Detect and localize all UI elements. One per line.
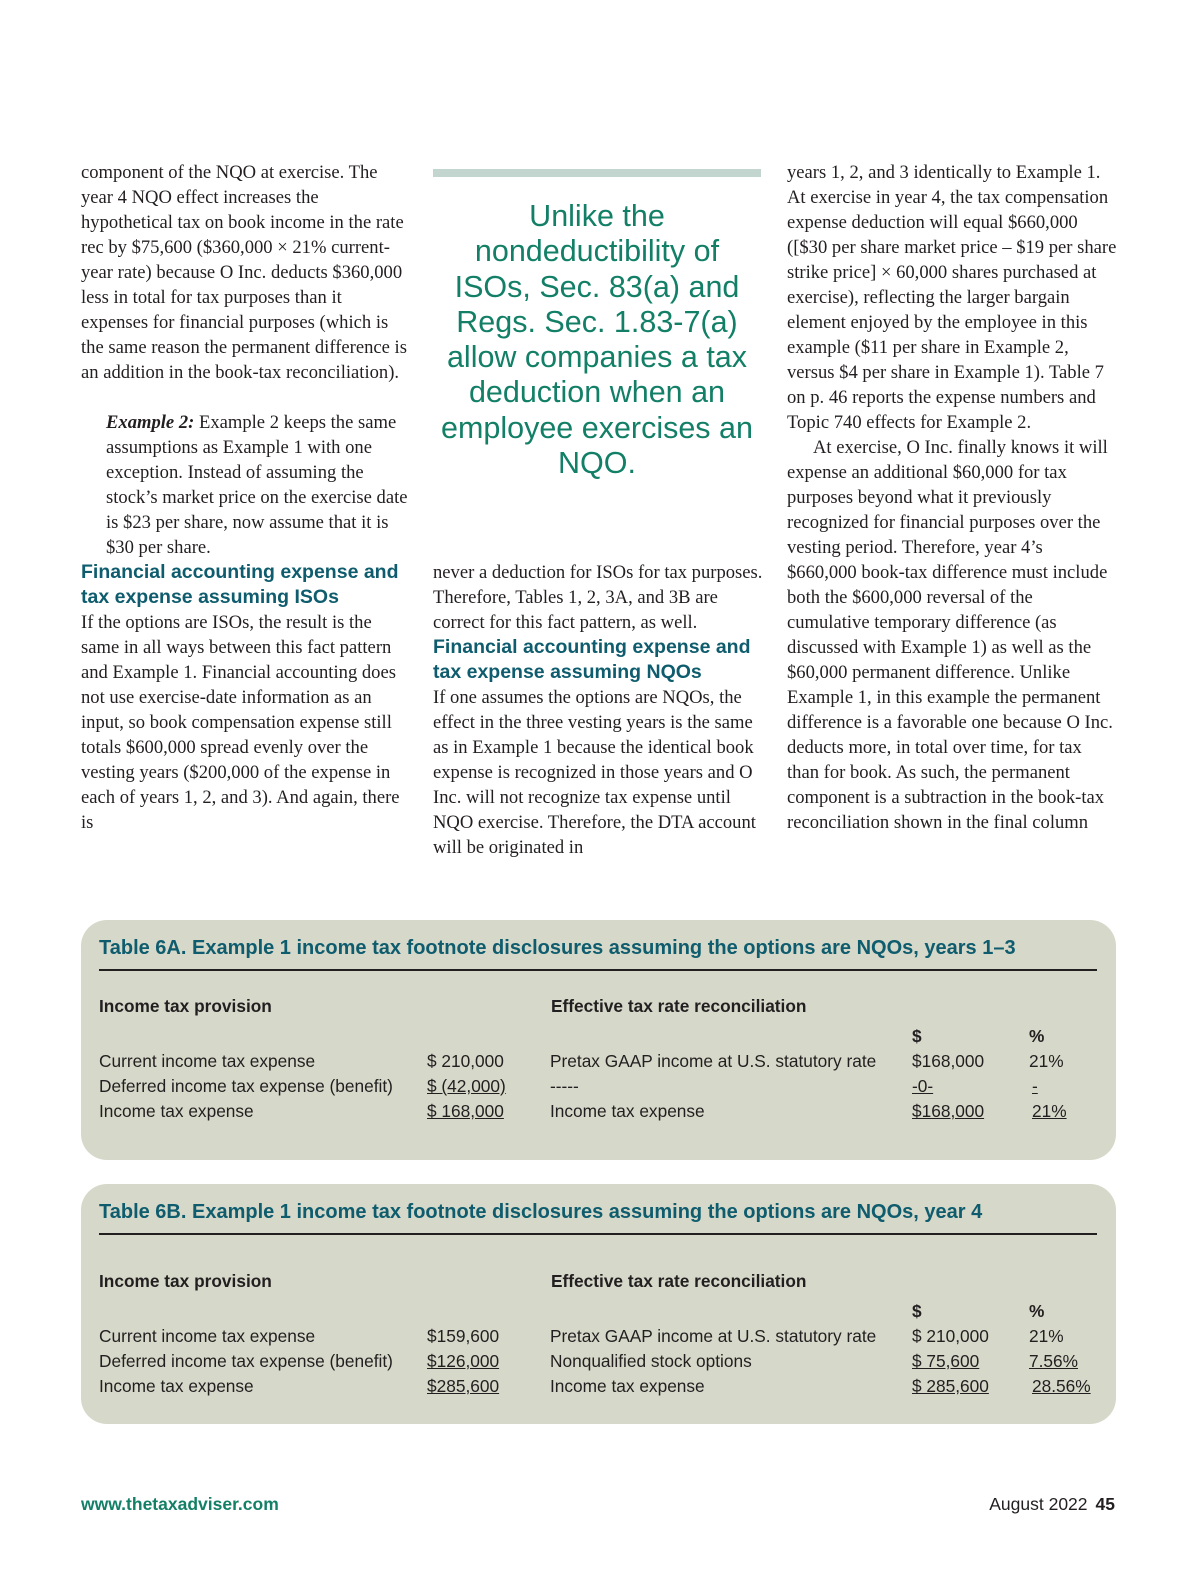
table-6a: [81, 920, 1116, 1160]
table-6b-right-dollar-1: $ 210,000: [912, 1326, 989, 1346]
page-number: 45: [1095, 1494, 1115, 1514]
table-6a-left-value-3: $ 168,000: [427, 1101, 504, 1121]
table-6b-col-pct: %: [1029, 1301, 1045, 1321]
table-6b-right-pct-2: 7.56%: [1029, 1351, 1079, 1371]
table-6a-right-dollar-3: $168,000: [912, 1101, 985, 1121]
table-6b-left-header: Income tax provision: [99, 1271, 272, 1291]
table-6a-right-label-3: Income tax expense: [550, 1101, 705, 1121]
table-6a-left-label-1: Current income tax expense: [99, 1051, 316, 1071]
col1-para-2: If the options are ISOs, the result is the same in all ways between this fact pattern and Example 1. Financial accounting does not use exercise-date information as an input, so book compensation expense still totals $600,000 spread evenly over the vesting years ($200,000 of the expense in each of years 1, 2, and 3). And again, there is: [81, 612, 400, 833]
col3-para-2: At exercise, O Inc. finally knows it will expense an additional $60,000 for tax purposes beyond what it previously recognized for financial purposes over the vesting period. Therefore, year 4’s $660,000 book-tax difference must include both the $600,000 reversal of the cumulative temporary difference (as discussed with Example 1) as well as the $60,000 permanent difference. Unlike Example 1, in this example the permanent difference is a favorable one because O Inc. deducts more, in total over time, for tax than for book. As such, the permanent component is a subtraction in the book-tax reconciliation shown in the final column: [787, 437, 1113, 833]
table-6b-right-label-1: Pretax GAAP income at U.S. statutory rate: [550, 1326, 877, 1346]
table-6a-left-label-3: Income tax expense: [99, 1101, 254, 1121]
table-6a-title: Table 6A. Example 1 income tax footnote disclosures assuming the options are NQOs, years 1–3: [99, 937, 1016, 959]
table-6a-right-dollar-2: -0-: [912, 1076, 934, 1096]
table-6a-right-header: Effective tax rate reconciliation: [551, 996, 807, 1016]
table-6b-col-dollar: $: [912, 1301, 922, 1321]
table-6a-left-value-1: $ 210,000: [427, 1051, 504, 1071]
table-6b-left-value-2: $126,000: [427, 1351, 500, 1371]
table-6a-right-dollar-1: $168,000: [912, 1051, 985, 1071]
table-6a-left-label-2: Deferred income tax expense (benefit): [99, 1076, 393, 1096]
table-6a-right-pct-3: 21%: [1032, 1101, 1067, 1121]
column-1: [81, 160, 413, 835]
table-6a-right-pct-2: -: [1032, 1076, 1038, 1096]
table-6a-right-label-1: Pretax GAAP income at U.S. statutory rate: [550, 1051, 877, 1071]
table-6a-rule: [99, 969, 1097, 971]
table-6b-rule: [99, 1233, 1097, 1235]
column-2: [433, 560, 763, 860]
heading-isos: Financial accounting expense and tax expense assuming ISOs: [81, 561, 399, 608]
example-2-label: Example 2:: [106, 412, 195, 433]
table-6b-right-dollar-3: $ 285,600: [912, 1376, 989, 1396]
column-3: [787, 160, 1117, 835]
footer-website-link[interactable]: www.thetaxadviser.com: [81, 1494, 279, 1514]
heading-nqos: Financial accounting expense and tax expense assuming NQOs: [433, 636, 751, 683]
table-6b-left-value-3: $285,600: [427, 1376, 500, 1396]
table-6a-left-value-2: $ (42,000): [427, 1076, 506, 1096]
example-2-paragraph: [106, 410, 413, 560]
table-6b-left-value-1: $159,600: [427, 1326, 500, 1346]
table-6b-right-header: Effective tax rate reconciliation: [551, 1271, 807, 1291]
col3-para-1: years 1, 2, and 3 identically to Example 1. At exercise in year 4, the tax compensation expense deduction will equal $660,000 ([$30 per share market price – $19 per share strike price] × 60,000 shares purchased at exercise), reflecting the larger bargain element enjoyed by the employee in this example ($11 per share in Example 2, versus $4 per share in Example 1). Table 7 on p. 46 reports the expense numbers and Topic 740 effects for Example 2.: [787, 162, 1117, 433]
table-6b: [81, 1184, 1116, 1424]
col2-para-2: If one assumes the options are NQOs, the effect in the three vesting years is the same as in Example 1 because the identical book expense is recognized in those years and O Inc. will not recognize tax expense until NQO exercise. Therefore, the DTA account will be originated in: [433, 687, 756, 858]
table-6a-left-header: Income tax provision: [99, 996, 272, 1016]
col2-para-1: never a deduction for ISOs for tax purposes. Therefore, Tables 1, 2, 3A, and 3B are correct for this fact pattern, as well.: [433, 562, 763, 633]
table-6b-right-pct-3: 28.56%: [1032, 1376, 1091, 1396]
pull-quote-bar: [433, 169, 761, 177]
col1-para-1: component of the NQO at exercise. The year 4 NQO effect increases the hypothetical tax on book income in the rate rec by $75,600 ($360,000 × 21% current-year rate) because O Inc. deducts $360,000 less in total for tax purposes than it expenses for financial purposes (which is the same reason the permanent difference is an addition in the book-tax reconciliation).: [81, 162, 407, 383]
table-6b-right-pct-1: 21%: [1029, 1326, 1064, 1346]
table-6b-left-label-1: Current income tax expense: [99, 1326, 316, 1346]
table-6b-right-label-2: Nonqualified stock options: [550, 1351, 752, 1371]
table-6b-left-label-3: Income tax expense: [99, 1376, 254, 1396]
footer-date-page: [989, 1494, 1115, 1515]
table-6b-left-label-2: Deferred income tax expense (benefit): [99, 1351, 393, 1371]
pull-quote: Unlike the nondeductibility of ISOs, Sec. 83(a) and Regs. Sec. 1.83-7(a) allow companies a tax deduction when an employee exercises an NQO.: [441, 199, 753, 481]
table-6b-right-label-3: Income tax expense: [550, 1376, 705, 1396]
table-6a-right-label-2: -----: [550, 1076, 579, 1096]
table-6b-right-dollar-2: $ 75,600: [912, 1351, 980, 1371]
table-6a-right-pct-1: 21%: [1029, 1051, 1064, 1071]
example-2-text: Example 2 keeps the same assumptions as Example 1 with one exception. Instead of assuming the stock’s market price on the exercise date is $23 per share, now assume that it is $30 per share.: [106, 412, 408, 558]
table-6a-col-dollar: $: [912, 1026, 922, 1046]
table-6a-col-pct: %: [1029, 1026, 1045, 1046]
footer-date: August 2022: [989, 1494, 1088, 1514]
table-6b-title: Table 6B. Example 1 income tax footnote disclosures assuming the options are NQOs, year 4: [99, 1201, 983, 1223]
